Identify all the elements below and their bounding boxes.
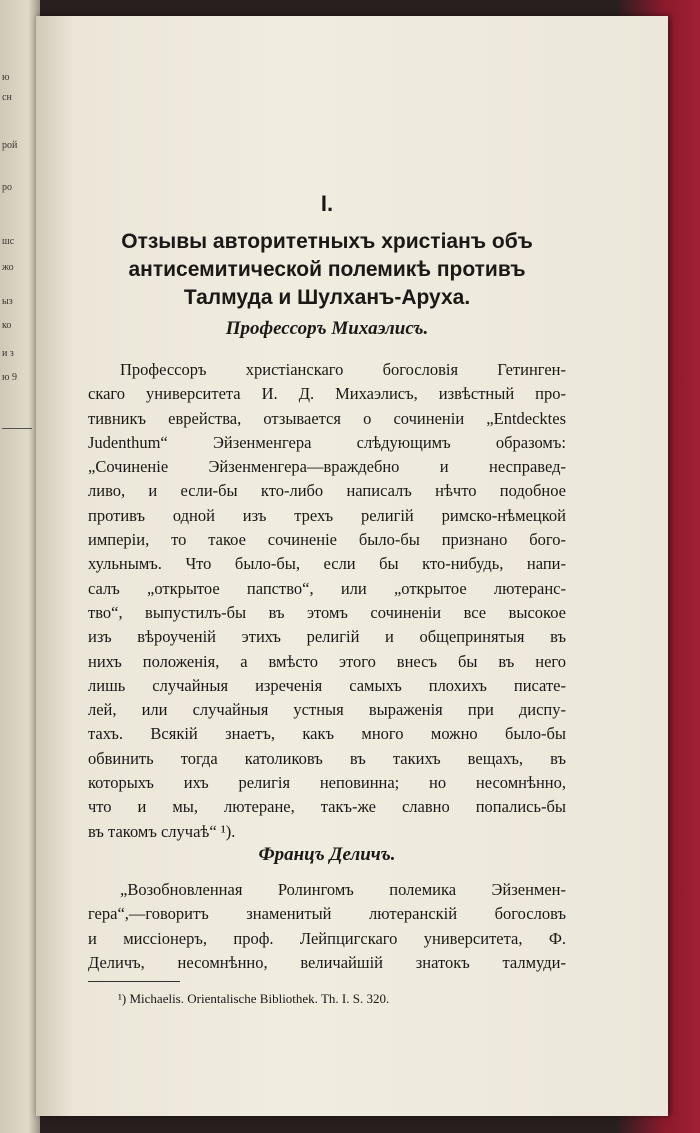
- text-line: которыхъ ихъ религія неповинна; но несомнѣнно,: [88, 773, 566, 793]
- prev-page-fragment: сн: [2, 92, 12, 103]
- text-line: обвинить тогда католиковъ въ такихъ вещахъ, въ: [88, 748, 566, 768]
- text-line: имперіи, то такое сочиненіе было-бы признано бого-: [88, 530, 566, 550]
- text-line: гера“,—говоритъ знаменитый лютеранскій богословъ: [88, 904, 566, 924]
- footnote-rule: [88, 981, 180, 982]
- text-line: въ такомъ случаѣ“ ¹).: [88, 821, 236, 841]
- paragraph-delitzsch: [88, 878, 566, 975]
- text-line: тивникъ еврейства, отзывается о сочиненіи „Entdecktes: [88, 408, 566, 428]
- prev-page-fragment: ю 9: [2, 372, 17, 383]
- text-line: нихъ положенія, а вмѣсто этого внесъ бы въ него: [88, 651, 566, 671]
- title-line: Отзывы авторитетныхъ христіанъ объ: [121, 230, 533, 253]
- text-line: тахъ. Всякій знаетъ, какъ много можно было-бы: [88, 724, 566, 744]
- text-line: лей, или случайныя устныя выраженія при диспу-: [88, 700, 566, 720]
- text-line: противъ одной изъ трехъ религій римско-нѣмецкой: [88, 505, 566, 525]
- prev-page-fragment: ю: [2, 72, 10, 83]
- section-heading-michaelis: Профессоръ Михаэлисъ.: [225, 318, 429, 339]
- text-line: и миссіонеръ, проф. Лейпцигскаго университета, Ф.: [88, 928, 566, 948]
- text-line: Деличъ, несомнѣнно, величайшій знатокъ талмуди-: [88, 952, 566, 972]
- chapter-number: I.: [320, 191, 334, 216]
- previous-page-edge: [0, 0, 40, 1133]
- text-line: скаго университета И. Д. Михаэлисъ, извѣстный про-: [88, 384, 566, 404]
- chapter-title: [88, 228, 566, 312]
- prev-page-fragment: ко: [2, 320, 12, 331]
- prev-page-rule: [2, 428, 32, 429]
- book-page: [36, 16, 668, 1116]
- text-line: лишь случайныя изреченія самыхъ плохихъ писате-: [88, 675, 566, 695]
- prev-page-fragment: шс: [2, 236, 15, 247]
- text-line: Профессоръ христіанскаго богословія Гетинген-: [120, 360, 566, 379]
- paragraph-michaelis: [88, 358, 566, 844]
- text-line: Judenthum“ Эйзенменгера слѣдующимъ образомъ:: [88, 432, 566, 452]
- footnote: ¹) Michaelis. Orientalische Bibliothek. Th. I. S. 320.: [118, 991, 390, 1006]
- prev-page-fragment: ро: [2, 182, 12, 193]
- text-line: хульнымъ. Что было-бы, если бы кто-нибудь, напи-: [88, 554, 566, 574]
- text-line: тво“, выпустилъ-бы въ этомъ сочиненіи все высокое: [88, 602, 566, 622]
- prev-page-fragment: ыз: [2, 296, 13, 307]
- title-line: антисемитической полемикѣ противъ: [128, 258, 526, 281]
- text-line: салъ „открытое папство“, или „открытое лютеранс-: [88, 578, 566, 598]
- text-line: „Сочиненіе Эйзенменгера—враждебно и несправед-: [88, 457, 566, 477]
- section-heading-delitzsch: Францъ Деличъ.: [258, 844, 396, 865]
- text-line: изъ вѣроученій этихъ религій и общепринятыя въ: [88, 627, 566, 647]
- title-line: Талмуда и Шулханъ-Аруха.: [183, 286, 471, 309]
- prev-page-fragment: и з: [2, 348, 14, 359]
- prev-page-fragment: рой: [2, 140, 18, 151]
- prev-page-fragment: жо: [2, 262, 14, 273]
- text-line: „Возобновленная Ролингомъ полемика Эйзенмен-: [120, 880, 566, 899]
- text-line: ливо, и если-бы кто-либо написалъ нѣчто подобное: [88, 481, 566, 501]
- text-line: что и мы, лютеране, такъ-же славно попались-бы: [88, 797, 566, 817]
